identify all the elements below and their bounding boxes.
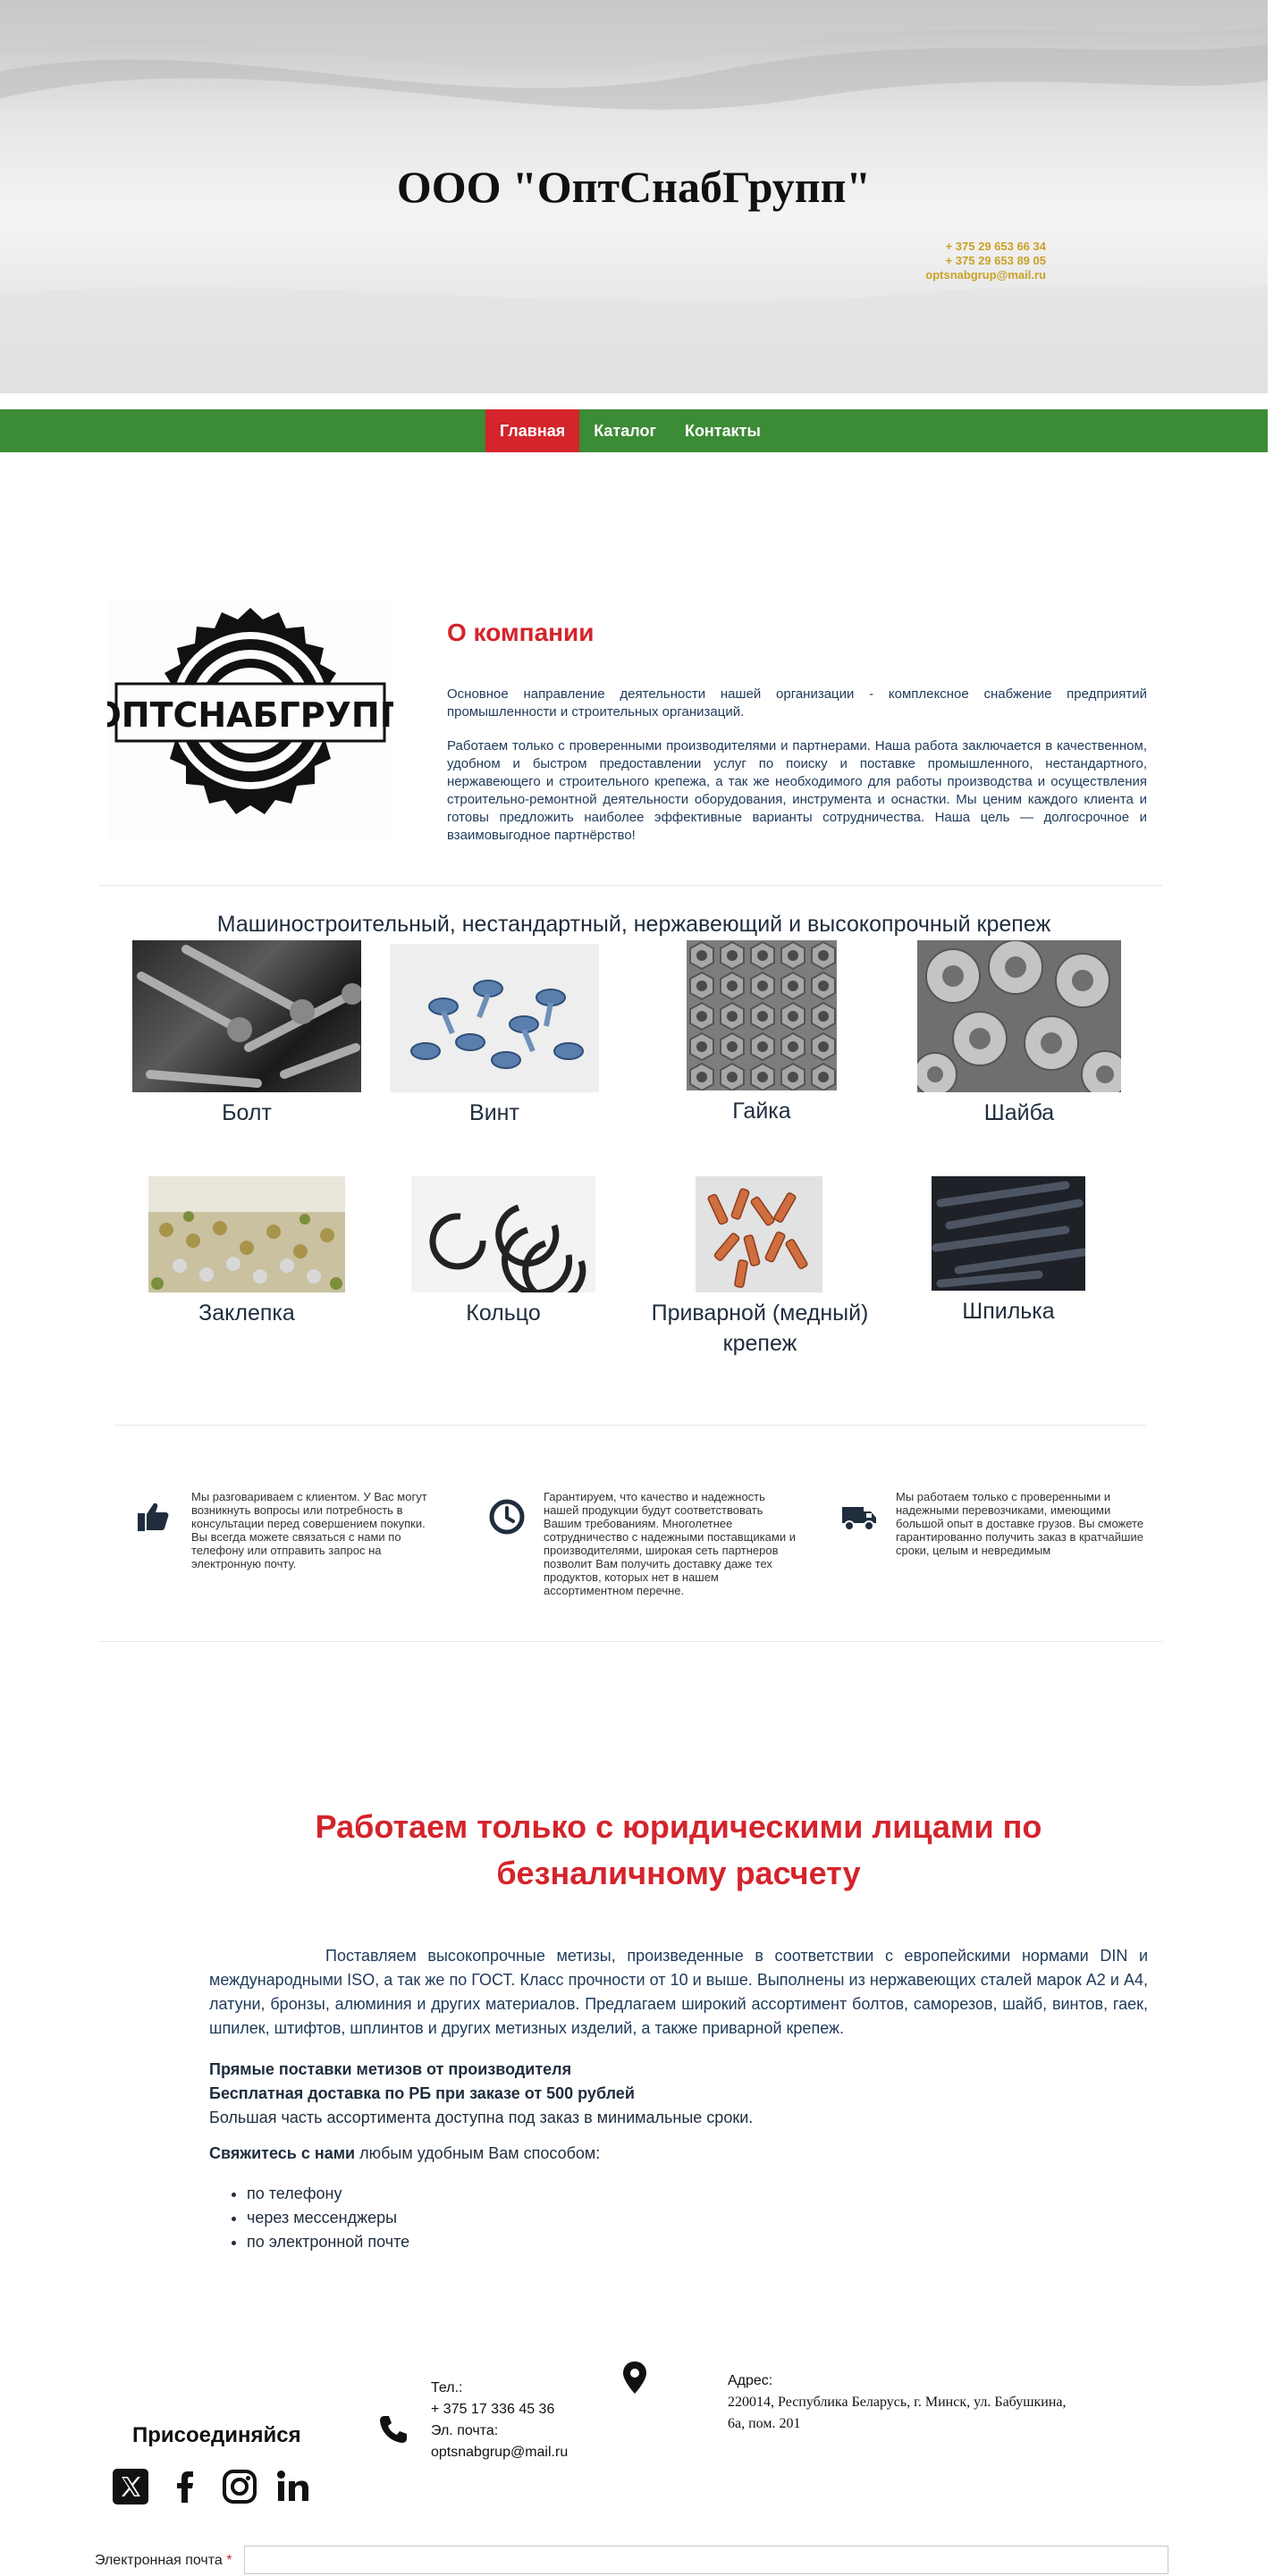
feature-text-delivery: Мы работаем только с проверенными и надежными перевозчиками, имеющими большой опыт в доставке грузов. Вы сможете гарантированно получить заказ в кратчайшие сроки, целым и невредимым <box>896 1490 1144 1557</box>
nav-item-home[interactable]: Главная <box>485 409 579 452</box>
truck-icon <box>840 1498 878 1536</box>
products-title: Машиностроительный, нестандартный, нержавеющий и высокопрочный крепеж <box>216 912 1051 937</box>
divider <box>114 1425 1146 1426</box>
main-nav <box>0 409 1268 452</box>
product-image-rivet[interactable] <box>148 1176 345 1292</box>
join-title: Присоединяйся <box>132 2423 301 2447</box>
product-label-welded-fastener[interactable]: Приварной (медный) крепеж <box>651 1301 869 1356</box>
address-value: 220014, Республика Беларусь, г. Минск, ул. Бабушкина, 6а, пом. 201 <box>728 2395 1067 2431</box>
product-image-stud[interactable] <box>932 1176 1085 1291</box>
map-pin-icon <box>620 2360 649 2395</box>
product-label-screw[interactable]: Винт <box>469 1100 519 1125</box>
tel-label: Тел.: <box>431 2380 463 2395</box>
legal-title: Работаем только с юридическими лицами по безналичному расчету <box>315 1808 1042 1891</box>
email-label: Эл. почта: <box>431 2423 499 2438</box>
company-logo <box>107 599 393 840</box>
list-item: • по телефону <box>247 2182 409 2206</box>
product-label-stud[interactable]: Шпилька <box>962 1299 1055 1324</box>
product-label-washer[interactable]: Шайба <box>983 1100 1055 1125</box>
linkedin-icon[interactable] <box>274 2467 313 2506</box>
product-label-bolt[interactable]: Болт <box>222 1100 272 1125</box>
product-label-nut[interactable]: Гайка <box>732 1099 791 1124</box>
legal-paragraph: Поставляем высокопрочные метизы, произведенные в соответствии с европейскими нормами DIN и международными ISO, а так же по ГОСТ. Класс прочности от 10 и выше. Выполнены из нержавеющих сталей марок A2 и A4, латуни, бронзы, алюминия и других материалов. Предлагаем широкий ассортимент болтов, саморезов, шайб, винтов, гаек, шпилек, штифтов, шплинтов и других метизных изделий, а также приварной крепеж. <box>209 1947 1148 2037</box>
feature-text-quality: Гарантируем, что качество и надежность нашей продукции будут соответствовать Вашим требованиям. Многолетнее сотрудничество с надежными поставщиками и производителями, широкая сеть партнеров позволит Вам получить доставку даже тех продуктов, которых нет в нашем ассортиментном перечне. <box>544 1490 796 1597</box>
hero-phone-1[interactable]: + 375 29 653 66 34 <box>945 240 1046 253</box>
product-image-bolt[interactable] <box>132 940 361 1092</box>
feature-text-consult: Мы разговариваем с клиентом. У Вас могут возникнуть вопросы или потребность в консультации перед совершением покупки. Вы всегда можете связаться с нами по телефону или отправить запрос на электронную почту. <box>191 1490 427 1570</box>
address-label: Адрес: <box>728 2373 773 2388</box>
product-label-ring[interactable]: Кольцо <box>466 1301 541 1326</box>
legal-contact-line: Свяжитесь с нами любым удобным Вам способом: <box>209 2144 601 2162</box>
product-image-ring[interactable] <box>411 1176 595 1292</box>
facebook-icon[interactable] <box>166 2467 206 2506</box>
divider <box>98 1641 1162 1642</box>
divider <box>98 885 1162 886</box>
product-label-rivet[interactable]: Заклепка <box>198 1301 295 1326</box>
nav-item-catalog[interactable]: Каталог <box>594 422 656 440</box>
hero-phone-2[interactable]: + 375 29 653 89 05 <box>945 254 1046 267</box>
instagram-icon[interactable] <box>220 2467 259 2506</box>
legal-availability: Большая часть ассортимента доступна под заказ в минимальные сроки. <box>209 2109 754 2126</box>
tel-value[interactable]: + 375 17 336 45 36 <box>431 2402 555 2417</box>
x-icon[interactable] <box>111 2467 150 2506</box>
about-paragraph-1: Основное направление деятельности нашей организации - комплексное снабжение предприятий промышленности и строительных организаций. <box>447 686 1147 720</box>
hero-banner <box>0 0 1268 393</box>
site-title: ООО "ОптСнабГрупп" <box>396 162 872 212</box>
product-image-welded-fastener[interactable] <box>696 1176 822 1292</box>
thumbs-up-icon <box>134 1498 172 1536</box>
about-title: О компании <box>447 619 595 646</box>
hero-email[interactable]: optsnabgrup@mail.ru <box>925 268 1046 282</box>
form-email-input[interactable] <box>244 2546 1168 2574</box>
product-image-nut[interactable] <box>687 940 837 1090</box>
form-email-label: Электронная почта * <box>95 2553 232 2568</box>
legal-free-delivery: Бесплатная доставка по РБ при заказе от 500 рублей <box>209 2084 635 2102</box>
product-image-washer[interactable] <box>917 940 1121 1092</box>
phone-icon <box>377 2413 409 2446</box>
about-paragraph-2: Работаем только с проверенными производителями и партнерами. Наша работа заключается в качественном, удобном и быстром предоставлении услуг по поиску и поставке промышленного, нестандартного, нержавеющего и строительного крепежа, а так же необходимого для работы производства и осуществления строительно-ремонтной деятельности оборудования, инструмента и оснастки. Мы ценим каждого клиента и готовы предложить наиболее эффективные варианты сотрудничества. Наша цель — долгосрочное и взаимовыгодное партнёрство! <box>447 738 1147 843</box>
product-image-screw[interactable] <box>390 944 599 1092</box>
list-item: • по электронной почте <box>247 2230 409 2254</box>
email-value[interactable]: optsnabgrup@mail.ru <box>431 2445 569 2460</box>
nav-items <box>485 409 775 452</box>
contact-methods-list <box>209 2182 409 2254</box>
logo-text: ОПТСНАБГРУПП <box>107 695 393 735</box>
clock-icon <box>488 1498 526 1536</box>
legal-direct-supply: Прямые поставки метизов от производителя <box>209 2060 572 2078</box>
list-item: • через мессенджеры <box>247 2206 409 2230</box>
hero-contacts <box>876 240 1046 282</box>
nav-item-contacts[interactable]: Контакты <box>684 422 761 440</box>
